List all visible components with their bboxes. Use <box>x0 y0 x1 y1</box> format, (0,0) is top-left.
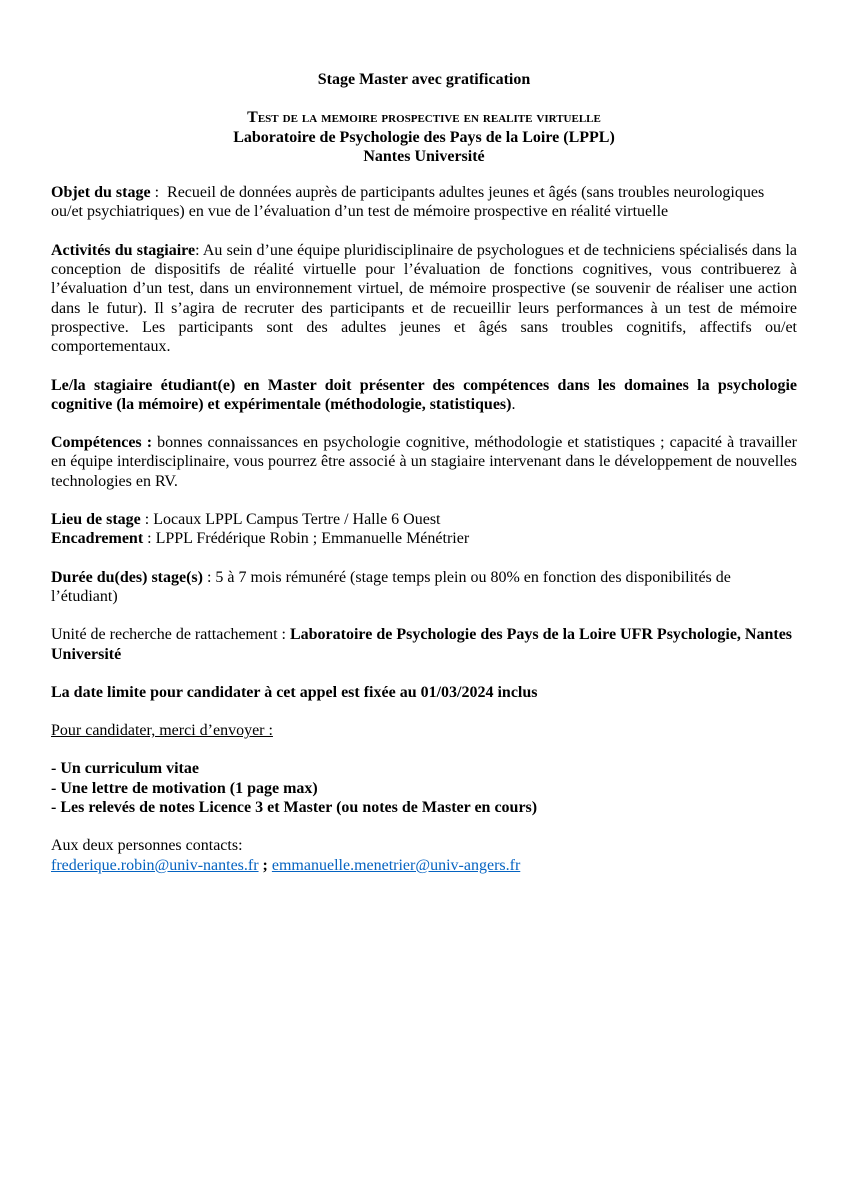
activites-sep: : <box>195 241 203 259</box>
lieu-label: Lieu de stage <box>51 511 141 529</box>
list-item: - Les relevés de notes Licence 3 et Master (ou notes de Master en cours) <box>51 799 538 817</box>
lieu-text: : Locaux LPPL Campus Tertre / Halle 6 Ouest <box>140 511 441 529</box>
encadrement-line <box>51 529 797 548</box>
encadrement-label: Encadrement <box>51 530 144 548</box>
email-link-menetrier[interactable]: emmanuelle.menetrier@univ-angers.fr <box>271 856 521 874</box>
list-item: - Une lettre de motivation (1 page max) <box>51 779 318 797</box>
deadline-paragraph <box>51 683 797 702</box>
project-title-initial: T <box>247 109 258 127</box>
unite-prefix: Unité de recherche de rattachement : <box>51 626 290 644</box>
candidature-heading: Pour candidater, merci d’envoyer : <box>51 722 273 740</box>
candidature-heading-paragraph <box>51 721 797 740</box>
project-title <box>51 108 797 127</box>
objet-paragraph <box>51 183 797 222</box>
objet-text: Recueil de données auprès de participants adultes jeunes et âgés (sans troubles neurologiques ou/et psychiatriques) en vue de l’évaluation d’un test de mémoire prospective en réalité virtuelle <box>51 184 765 221</box>
profil-end: . <box>511 395 516 413</box>
competences-label: Compétences : <box>51 434 153 452</box>
lab-name: Laboratoire de Psychologie des Pays de la Loire (LPPL) <box>233 128 615 146</box>
email-link-robin[interactable]: frederique.robin@univ-nantes.fr <box>51 856 259 874</box>
objet-label: Objet du stage <box>51 184 151 202</box>
unite-name: Laboratoire de Psychologie des Pays de la Loire UFR Psychologie, Nantes Université <box>51 626 793 663</box>
objet-sep: : <box>150 184 168 202</box>
university-name: Nantes Université <box>363 147 485 165</box>
activites-paragraph <box>51 241 797 357</box>
candidature-list <box>51 759 797 817</box>
lieu-encadrement-paragraph <box>51 510 797 549</box>
profil-paragraph <box>51 376 797 415</box>
competences-text: bonnes connaissances en psychologie cognitive, méthodologie et statistiques ; capacité à travailler en équipe interdisciplinaire, vous pourrez être associé à un stagiaire intervenant dans le développement de nouvelles technologies en RV. <box>51 434 798 490</box>
document-title: Stage Master avec gratification <box>317 71 531 88</box>
document-page <box>51 70 797 894</box>
list-item: - Un curriculum vitae <box>51 760 199 778</box>
duree-paragraph <box>51 568 797 607</box>
project-title-rest: est de la memoire prospective en realite virtuelle <box>257 109 601 127</box>
contacts-emails <box>51 856 797 875</box>
contacts-paragraph <box>51 836 797 875</box>
encadrement-text: : LPPL Frédérique Robin ; Emmanuelle Ménétrier <box>143 530 470 548</box>
document-subtitle <box>51 108 797 166</box>
contacts-heading: Aux deux personnes contacts: <box>51 837 243 855</box>
duree-label: Durée du(des) stage(s) <box>51 568 203 586</box>
activites-label: Activités du stagiaire <box>51 241 196 259</box>
lieu-line <box>51 510 797 529</box>
email-separator: ; <box>258 856 272 874</box>
competences-paragraph <box>51 433 797 491</box>
unite-paragraph <box>51 625 797 664</box>
activites-text: Au sein d’une équipe pluridisciplinaire de psychologues et de techniciens spécialisés dans la conception de dispositifs de réalité virtuelle pour l’évaluation de fonctions cognitives, vous contribuerez à l’évaluation d’un test, dans un environnement virtuel, de mémoire prospective (se souvenir de réaliser une action dans le futur). Il s’agira de recruter des participants et de recueillir leurs performances à un test de mémoire prospective. Les participants sont des adultes jeunes et âgés sans troubles cognitifs, affectifs ou/et comportementaux. <box>51 241 798 356</box>
profil-text: Le/la stagiaire étudiant(e) en Master doit présenter des compétences dans les domaines la psychologie cognitive (la mémoire) et expérimentale (méthodologie, statistiques) <box>51 376 797 413</box>
deadline-text: La date limite pour candidater à cet appel est fixée au 01/03/2024 inclus <box>51 683 538 701</box>
duree-text: : 5 à 7 mois rémunéré (stage temps plein ou 80% en fonction des disponibilités de l’étudiant) <box>51 568 731 605</box>
